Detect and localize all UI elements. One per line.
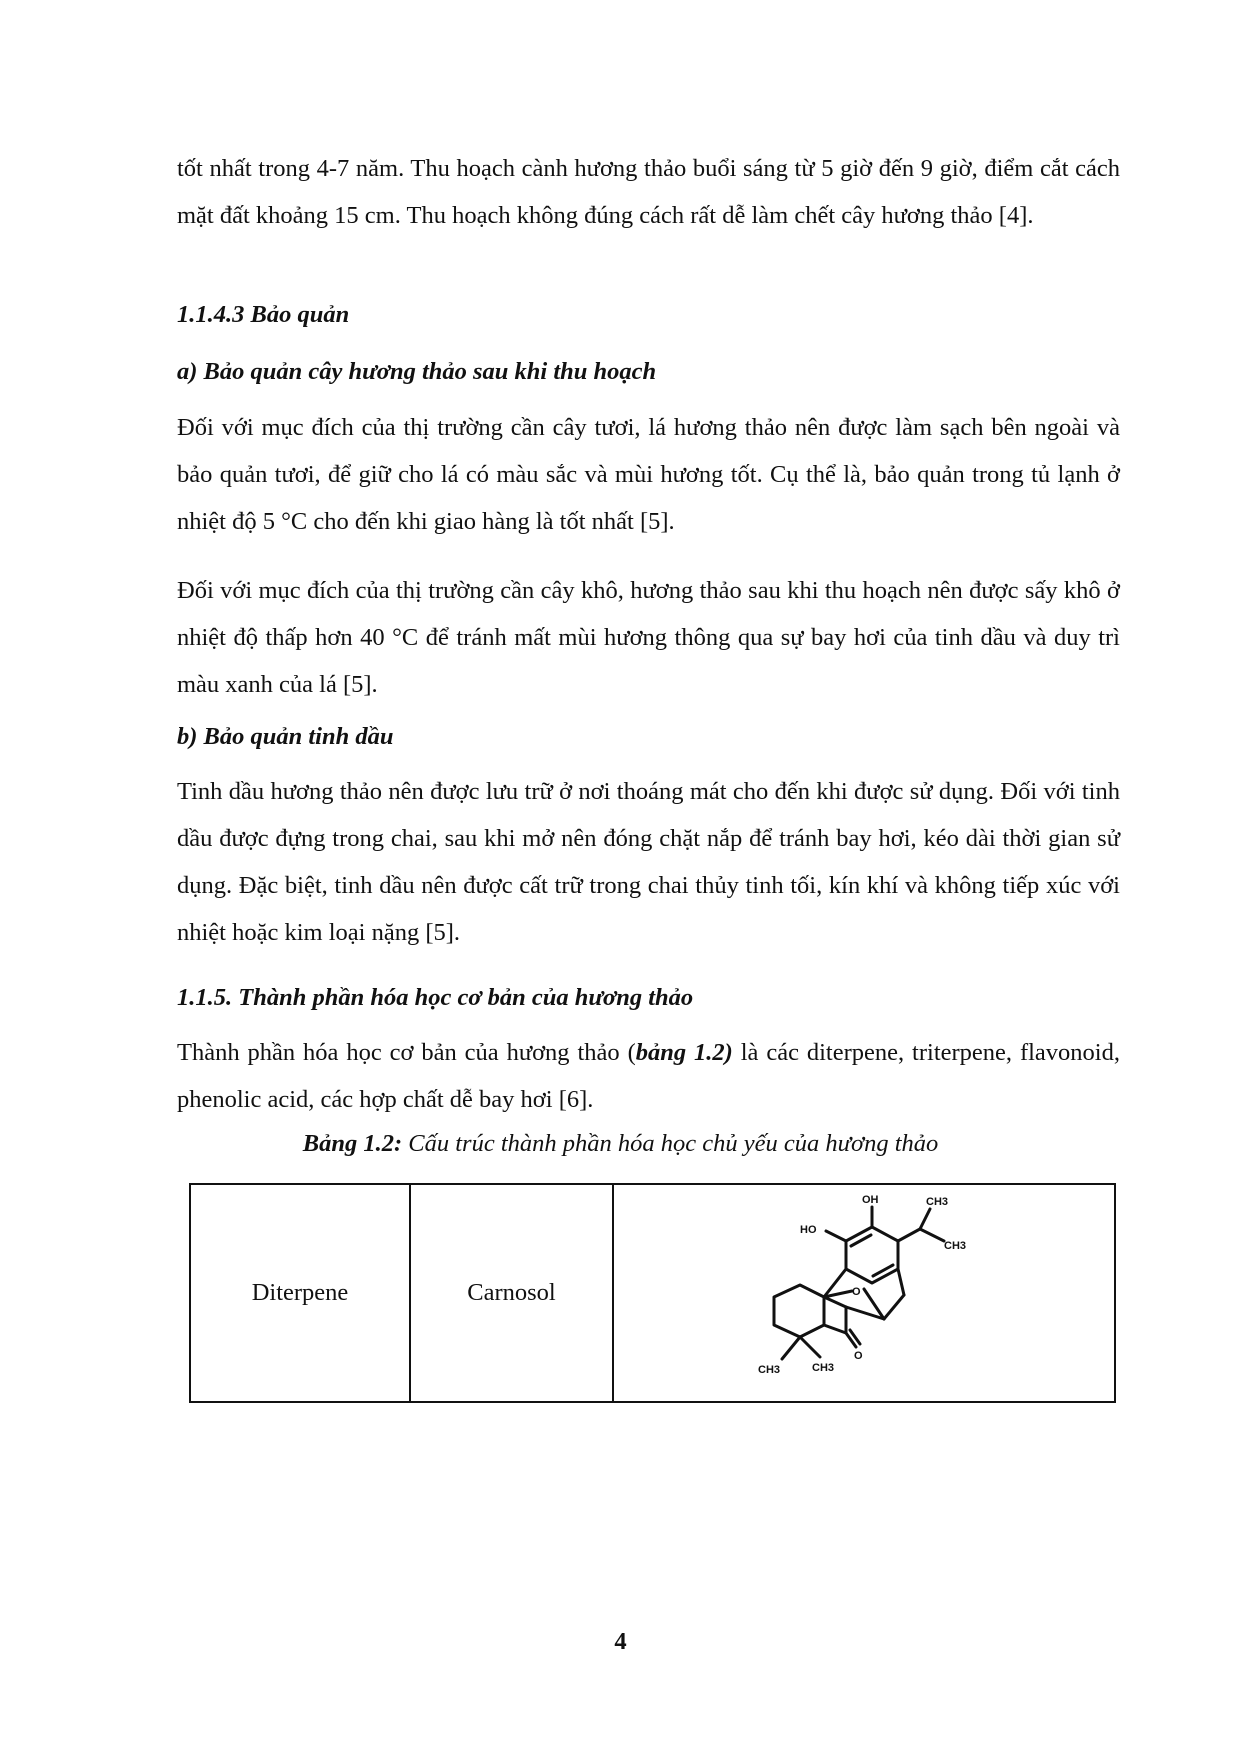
compound-table	[189, 1183, 1116, 1403]
paragraph-text-pre: Thành phần hóa học cơ bản của hương thảo (	[177, 1039, 636, 1066]
heading-b-oil-storage: b) Bảo quản tinh dầu	[177, 723, 394, 750]
label-ho: HO	[800, 1224, 817, 1236]
cyclohexane-ring	[774, 1285, 824, 1337]
paragraph-oil-storage: Tinh dầu hương thảo nên được lưu trữ ở nơi thoáng mát cho đến khi được sử dụng. Đối với tinh dầu được đựng trong chai, sau khi mở nên đóng chặt nắp để tránh bay hơi, kéo dài thời gian sử dụng. Đặc biệt, tinh dầu nên được cất trữ trong chai thủy tinh tối, kín khí và không tiếp xúc với nhiệt hoặc kim loại nặng [5].	[177, 778, 1120, 946]
page-number: 4	[614, 1628, 627, 1655]
heading-a-plant-storage: a) Bảo quản cây hương thảo sau khi thu hoạch	[177, 358, 657, 385]
heading-1-1-4-3: 1.1.4.3 Bảo quản	[177, 301, 350, 328]
carnosol-structure	[744, 1185, 984, 1401]
label-ch3-gem-b: CH3	[812, 1362, 835, 1374]
label-o-carbonyl: O	[854, 1350, 863, 1362]
paragraph-harvest-time: tốt nhất trong 4-7 năm. Thu hoạch cành hương thảo buổi sáng từ 5 giờ đến 9 giờ, điểm cắt cách mặt đất khoảng 15 cm. Thu hoạch không đúng cách rất dễ làm chết cây hương thảo [4].	[177, 155, 1120, 229]
label-ch3-isopropyl-a: CH3	[926, 1196, 949, 1208]
paragraph-chemical-composition	[177, 1029, 1120, 1123]
table-caption-text: Cấu trúc thành phần hóa học chủ yếu của hương thảo	[402, 1130, 939, 1157]
heading-1-1-5: 1.1.5. Thành phần hóa học cơ bản của hương thảo	[177, 984, 694, 1011]
cell-structure	[613, 1184, 1115, 1402]
cell-class-name: Diterpene	[190, 1184, 410, 1402]
label-ch3-isopropyl-b: CH3	[944, 1240, 967, 1252]
table-caption-label: Bảng 1.2:	[302, 1130, 403, 1157]
table-reference: bảng 1.2)	[635, 1039, 733, 1066]
label-ch3-gem-a: CH3	[758, 1364, 781, 1376]
paragraph-dry-storage: Đối với mục đích của thị trường cần cây khô, hương thảo sau khi thu hoạch nên được sấy khô ở nhiệt độ thấp hơn 40 °C để tránh mất mùi hương thông qua sự bay hơi của tinh dầu và duy trì màu xanh của lá [5].	[177, 577, 1120, 698]
label-oh: OH	[862, 1194, 879, 1206]
cell-compound-name: Carnosol	[410, 1184, 613, 1402]
table-row	[190, 1184, 1115, 1402]
paragraph-fresh-storage: Đối với mục đích của thị trường cần cây tươi, lá hương thảo nên được làm sạch bên ngoài và bảo quản tươi, để giữ cho lá có màu sắc và mùi hương tốt. Cụ thể là, bảo quản trong tủ lạnh ở nhiệt độ 5 °C cho đến khi giao hàng là tốt nhất [5].	[177, 414, 1120, 535]
paragraph-text-post: là các diterpene, triterpene, flavonoid, phenolic acid, các hợp chất dễ bay hơi [6].	[177, 1039, 1120, 1113]
label-o-ring: O	[852, 1286, 861, 1298]
table-caption	[0, 1129, 1241, 1159]
